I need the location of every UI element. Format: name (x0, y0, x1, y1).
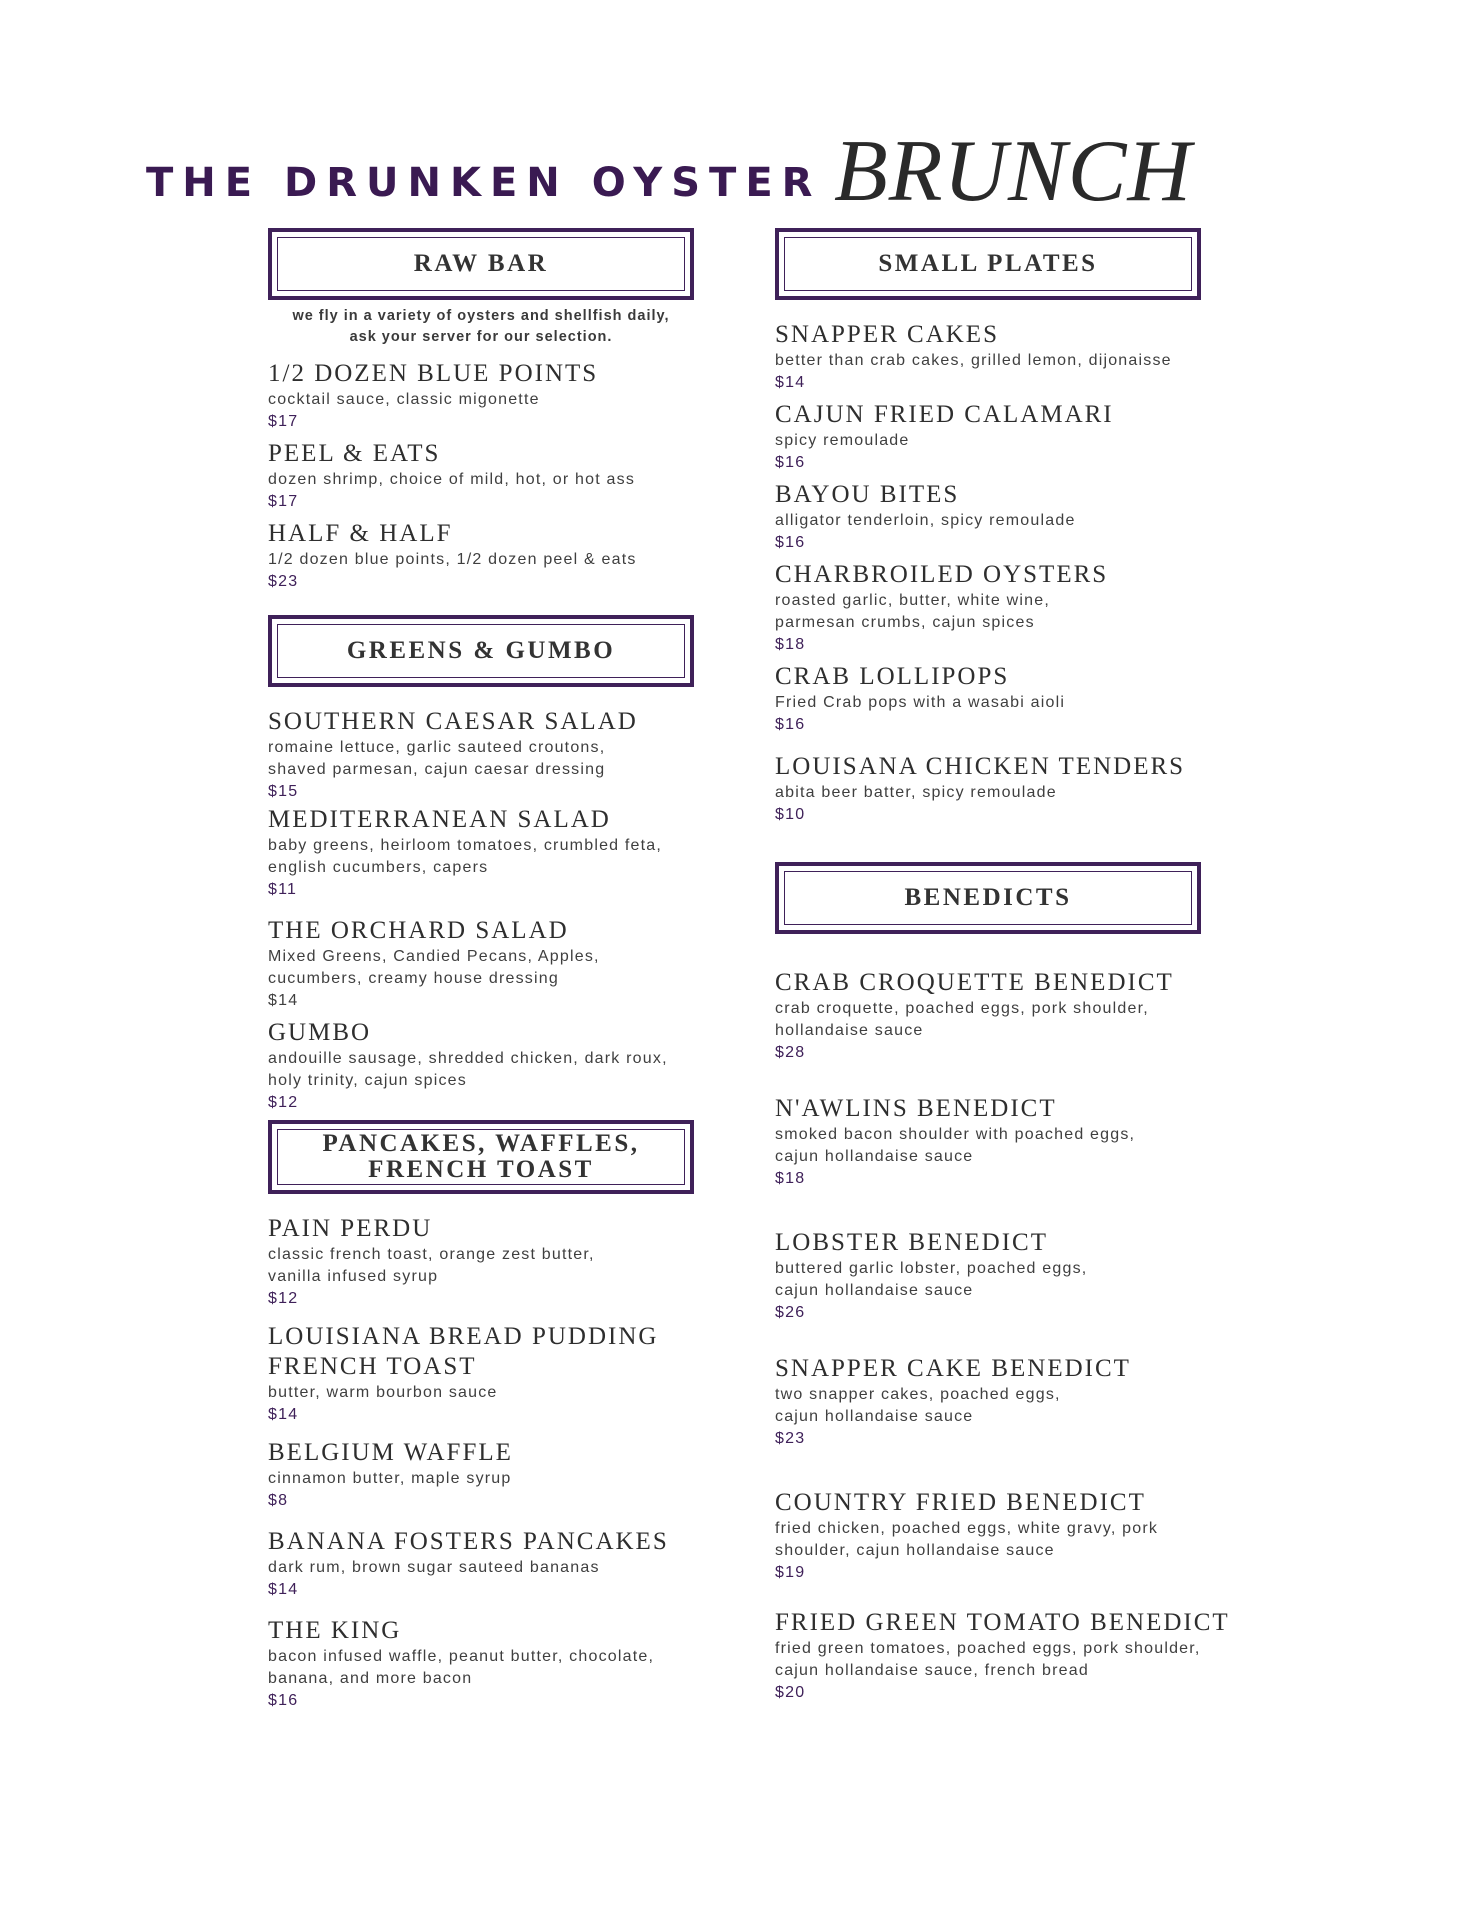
menu-item (775, 1228, 1275, 1324)
item-name: MEDITERRANEAN SALAD (268, 806, 611, 833)
menu-item (775, 968, 1275, 1064)
menu-item (268, 805, 698, 901)
item-name: COUNTRY FRIED BENEDICT (775, 1489, 1146, 1516)
item-price: $19 (775, 1564, 806, 1581)
item-description: better than crab cakes, grilled lemon, dijonaisse (775, 352, 1172, 369)
item-price: $14 (775, 374, 806, 391)
item-price: $18 (775, 636, 806, 653)
item-price: $18 (775, 1170, 806, 1187)
item-description: romaine lettuce, garlic sauteed croutons, shaved parmesan, cajun caesar dressing (268, 739, 606, 778)
item-price: $23 (268, 573, 299, 590)
item-description: fried green tomatoes, poached eggs, pork shoulder, cajun hollandaise sauce, french bread (775, 1640, 1201, 1679)
item-name: BANANA FOSTERS PANCAKES (268, 1528, 669, 1555)
item-price: $10 (775, 806, 806, 823)
menu-item (268, 1527, 698, 1601)
benedicts-heading: BENEDICTS (784, 871, 1192, 925)
item-price: $12 (268, 1290, 299, 1307)
item-name: PAIN PERDU (268, 1215, 433, 1242)
small-plates-heading-box (775, 228, 1201, 300)
item-description: Fried Crab pops with a wasabi aioli (775, 694, 1066, 711)
item-price: $16 (775, 534, 806, 551)
item-description: 1/2 dozen blue points, 1/2 dozen peel & eats (268, 551, 637, 568)
item-price: $16 (775, 716, 806, 733)
item-name: LOBSTER BENEDICT (775, 1229, 1048, 1256)
item-name: FRIED GREEN TOMATO BENEDICT (775, 1609, 1230, 1636)
raw-bar-note: we fly in a variety of oysters and shellfish daily, ask your server for our selection. (292, 308, 670, 345)
item-name: BELGIUM WAFFLE (268, 1439, 513, 1466)
item-name: SOUTHERN CAESAR SALAD (268, 708, 638, 735)
item-name: BAYOU BITES (775, 481, 960, 508)
menu-item (268, 707, 698, 803)
greens-gumbo-heading: GREENS & GUMBO (277, 624, 685, 678)
item-price: $17 (268, 413, 299, 430)
menu-item (775, 320, 1275, 394)
restaurant-name: THE DRUNKEN OYSTER (146, 160, 822, 206)
item-description: andouille sausage, shredded chicken, dark roux, holy trinity, cajun spices (268, 1050, 668, 1089)
pancakes-heading-line1: PANCAKES, WAFFLES, (322, 1130, 640, 1157)
menu-title: BRUNCH (834, 123, 1192, 220)
item-description: butter, warm bourbon sauce (268, 1384, 498, 1401)
item-name: PEEL & EATS (268, 440, 441, 467)
item-price: $14 (268, 992, 299, 1009)
menu-item (775, 1354, 1275, 1450)
item-price: $14 (268, 1406, 299, 1423)
item-description: baby greens, heirloom tomatoes, crumbled feta, english cucumbers, capers (268, 837, 663, 876)
raw-bar-heading-box (268, 228, 694, 300)
item-description: classic french toast, orange zest butter, vanilla infused syrup (268, 1246, 595, 1285)
item-name: CRAB LOLLIPOPS (775, 663, 1010, 690)
item-description: crab croquette, poached eggs, pork shoulder, hollandaise sauce (775, 1000, 1149, 1039)
benedicts-heading-box (775, 862, 1201, 934)
item-name: SNAPPER CAKES (775, 321, 999, 348)
menu-item (775, 662, 1275, 736)
greens-gumbo-heading-box (268, 615, 694, 687)
small-plates-heading: SMALL PLATES (784, 237, 1192, 291)
pancakes-heading (277, 1129, 685, 1185)
menu-item (268, 916, 698, 1012)
menu-item (268, 1018, 698, 1114)
item-name: LOUISANA CHICKEN TENDERS (775, 753, 1186, 780)
item-name: N'AWLINS BENEDICT (775, 1095, 1057, 1122)
item-name: CAJUN FRIED CALAMARI (775, 401, 1114, 428)
right-column (775, 228, 1275, 1704)
menu-item (268, 359, 698, 433)
item-description: alligator tenderloin, spicy remoulade (775, 512, 1076, 529)
menu-item (268, 1214, 698, 1310)
item-price: $17 (268, 493, 299, 510)
item-price: $16 (775, 454, 806, 471)
item-name: THE ORCHARD SALAD (268, 917, 569, 944)
item-price: $12 (268, 1094, 299, 1111)
item-price: $8 (268, 1492, 289, 1509)
menu-item (775, 1488, 1275, 1584)
item-description: dozen shrimp, choice of mild, hot, or hot ass (268, 471, 636, 488)
item-price: $23 (775, 1430, 806, 1447)
item-name: LOUISIANA BREAD PUDDING (268, 1323, 659, 1350)
item-price: $20 (775, 1684, 806, 1701)
menu-item (775, 400, 1275, 474)
item-price: $26 (775, 1304, 806, 1321)
left-column (268, 228, 698, 1712)
item-description: cinnamon butter, maple syrup (268, 1470, 512, 1487)
item-name: SNAPPER CAKE BENEDICT (775, 1355, 1131, 1382)
item-description: buttered garlic lobster, poached eggs, cajun hollandaise sauce (775, 1260, 1088, 1299)
item-description: fried chicken, poached eggs, white gravy, pork shoulder, cajun hollandaise sauce (775, 1520, 1159, 1559)
menu-item (775, 560, 1275, 656)
item-price: $15 (268, 783, 299, 800)
item-description: spicy remoulade (775, 432, 910, 449)
item-description: Mixed Greens, Candied Pecans, Apples, cucumbers, creamy house dressing (268, 948, 600, 987)
item-description: smoked bacon shoulder with poached eggs, cajun hollandaise sauce (775, 1126, 1136, 1165)
item-price: $14 (268, 1581, 299, 1598)
menu-item (268, 439, 698, 513)
menu-item (775, 1094, 1275, 1190)
menu-item (775, 752, 1275, 826)
item-description: roasted garlic, butter, white wine, parmesan crumbs, cajun spices (775, 592, 1051, 631)
menu-item (775, 480, 1275, 554)
menu-item (268, 1616, 698, 1712)
menu-item (268, 519, 698, 593)
item-description: two snapper cakes, poached eggs, cajun hollandaise sauce (775, 1386, 1061, 1425)
item-description: bacon infused waffle, peanut butter, chocolate, banana, and more bacon (268, 1648, 655, 1687)
menu-item (268, 1322, 698, 1426)
item-name: THE KING (268, 1617, 402, 1644)
item-name: FRENCH TOAST (268, 1353, 477, 1380)
item-description: dark rum, brown sugar sauteed bananas (268, 1559, 600, 1576)
item-price: $11 (268, 881, 298, 898)
pancakes-heading-line2: FRENCH TOAST (368, 1156, 594, 1183)
item-name: CHARBROILED OYSTERS (775, 561, 1109, 588)
item-name: 1/2 DOZEN BLUE POINTS (268, 360, 599, 387)
item-price: $28 (775, 1044, 806, 1061)
raw-bar-heading: RAW BAR (277, 237, 685, 291)
item-name: GUMBO (268, 1019, 372, 1046)
item-description: cocktail sauce, classic migonette (268, 391, 540, 408)
item-name: CRAB CROQUETTE BENEDICT (775, 969, 1174, 996)
item-price: $16 (268, 1692, 299, 1709)
item-name: HALF & HALF (268, 520, 453, 547)
item-description: abita beer batter, spicy remoulade (775, 784, 1057, 801)
menu-item (775, 1608, 1275, 1704)
pancakes-heading-box (268, 1120, 694, 1194)
menu-item (268, 1438, 698, 1512)
